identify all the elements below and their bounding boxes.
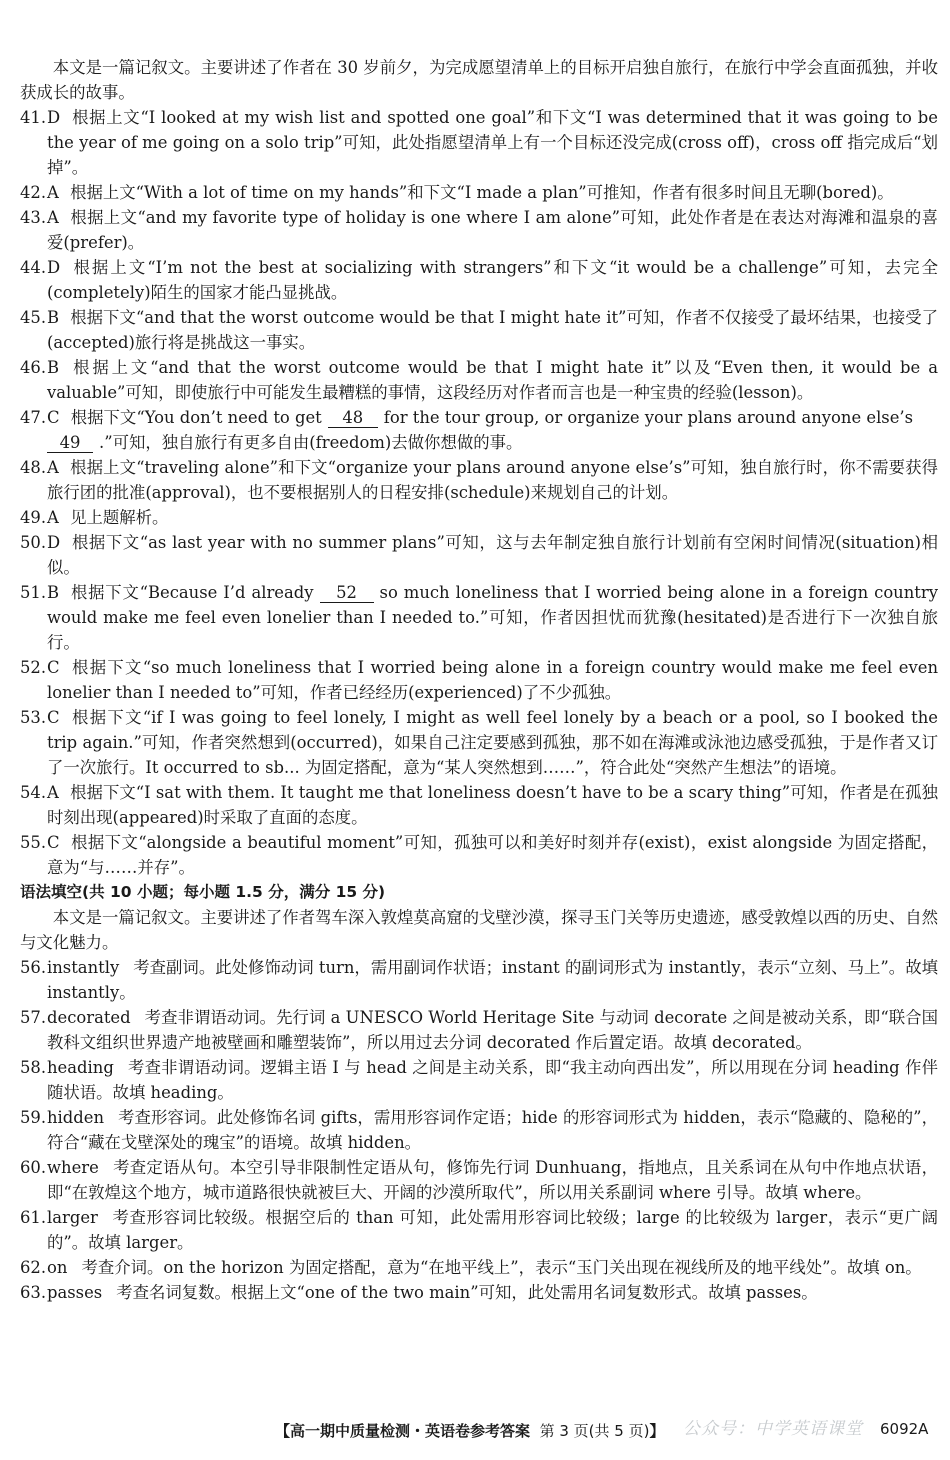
answer-explanation: 根据下文“alongside a beautiful moment”可知，孤独可以和美好时刻并存(exist)，exist alongside 为固定搭配，意为“与……并存”。	[47, 833, 938, 877]
paper-code: 6092A	[880, 1420, 929, 1438]
section-title: 语法填空(共 10 小题；每小题 1.5 分，满分 15 分)	[20, 883, 386, 901]
answer-item	[20, 1280, 938, 1305]
answer-key: passes	[47, 1283, 103, 1302]
answer-key: C	[47, 408, 60, 427]
answer-explanation: 根据下文“and that the worst outcome would be that I might hate it”可知，作者不仅接受了最坏结果，也接受了(accepted)旅行将是挑战这一事实。	[47, 308, 938, 352]
answer-item	[20, 255, 938, 305]
cloze-answer-list	[20, 655, 938, 880]
answer-number: 47.	[20, 408, 47, 427]
answer-key: A	[47, 783, 59, 802]
answer-number: 49.	[20, 508, 47, 527]
answer-number: 57.	[20, 1008, 47, 1027]
answer-number: 45.	[20, 308, 47, 327]
footer-caption	[275, 1420, 664, 1441]
answer-item	[20, 1155, 938, 1205]
passage-summary: 本文是一篇记叙文。主要讲述了作者在 30 岁前夕，为完成愿望清单上的目标开启独自旅行，在旅行中学会直面孤独，并收获成长的故事。	[20, 58, 938, 102]
answer-number: 44.	[20, 258, 47, 277]
answer-number: 41.	[20, 108, 47, 127]
answer-number: 48.	[20, 458, 47, 477]
answer-explanation: 根据下文“I sat with them. It taught me that loneliness doesn’t have to be a scary thing”可知，作者是在孤独时刻出现(appeared)时采取了直面的态度。	[47, 783, 938, 827]
answer-item	[20, 1005, 938, 1055]
footer-bracket-close: 】	[649, 1422, 665, 1440]
answer-explanation: 考查介词。on the horizon 为固定搭配，意为“在地平线上”，表示“玉门关出现在视线所及的地平线处”。故填 on。	[81, 1258, 922, 1277]
answer-item	[20, 455, 938, 505]
cloze-answer-list	[20, 105, 938, 405]
answer-item	[20, 655, 938, 705]
answer-explanation: 见上题解析。	[70, 508, 169, 527]
answer-key: D	[47, 108, 61, 127]
answer-number: 59.	[20, 1108, 47, 1127]
answer-number: 52.	[20, 658, 47, 677]
answer-item	[20, 830, 938, 880]
answer-number: 46.	[20, 358, 47, 377]
answer-explanation: 根据上文“and my favorite type of holiday is one where I am alone”可知，此处作者是在表达对海滩和温泉的喜爱(prefer)。	[47, 208, 939, 252]
answer-number: 61.	[20, 1208, 47, 1227]
answer-key: larger	[47, 1208, 98, 1227]
answer-key: A	[47, 183, 59, 202]
answer-explanation: 考查非谓语动词。先行词 a UNESCO World Heritage Site 与动词 decorate 之间是被动关系，即“联合国教科文组织世界遗产地被壁画和雕塑装饰”，所以用过去分词 decorated 作后置定语。故填 decorated。	[47, 1008, 938, 1052]
passage-summary: 本文是一篇记叙文。主要讲述了作者驾车深入敦煌莫高窟的戈壁沙漠，探寻玉门关等历史遗迹，感受敦煌以西的历史、自然与文化魅力。	[20, 908, 938, 952]
answer-item	[20, 530, 938, 580]
answer-number: 53.	[20, 708, 47, 727]
blank-52: 52	[320, 584, 374, 603]
answer-item	[20, 180, 938, 205]
answer-explanation: 根据下文“so much loneliness that I worried being alone in a foreign country would make me feel even lonelier than I needed to”可知，作者已经经历(experienced)了不少孤独。	[47, 658, 939, 702]
answer-item	[20, 505, 938, 530]
answer-item	[20, 1105, 938, 1155]
answer-explanation: 考查名词复数。根据上文“one of the two main”可知，此处需用名词复数形式。故填 passes。	[116, 1283, 818, 1302]
answer-number: 50.	[20, 533, 47, 552]
answer-item	[20, 780, 938, 830]
answer-number: 42.	[20, 183, 47, 202]
answer-key: hidden	[47, 1108, 105, 1127]
answer-explanation: 考查形容词。此处修饰名词 gifts，需用形容词作定语；hide 的形容词形式为 hidden，表示“隐藏的、隐秘的”，符合“藏在戈壁深处的瑰宝”的语境。故填 hidden。	[47, 1108, 938, 1152]
answer-key: A	[47, 458, 59, 477]
answer-explanation: 根据下文“as last year with no summer plans”可知，这与去年制定独自旅行计划前有空闲时间情况(situation)相似。	[47, 533, 938, 577]
answer-key: B	[47, 358, 60, 377]
answer-number: 63.	[20, 1283, 47, 1302]
answer-number: 54.	[20, 783, 47, 802]
answer-number: 62.	[20, 1258, 47, 1277]
page-footer	[0, 1416, 950, 1446]
answer-explanation: 根据上文“I looked at my wish list and spotted one goal”和下文“I was determined that it was going to be the year of me going on a solo trip”可知，此处指愿望清单上有一个目标还没完成(cross off)，cross off 指完成后“划掉”。	[47, 108, 938, 177]
answer-item	[20, 1205, 938, 1255]
answer-explanation: so much loneliness that I worried being alone in a foreign country would make me feel even lonelier than I needed to.”可知，作者因担忧而犹豫(hesitated)是否进行下一次独自旅行。	[47, 583, 938, 652]
answer-key: where	[47, 1158, 99, 1177]
answer-key: D	[47, 533, 61, 552]
answer-explanation: 根据上文“traveling alone”和下文“organize your plans around anyone else’s”可知，独自旅行时，你不需要获得旅行团的批准(approval)，也不要根据别人的日程安排(schedule)来规划自己的计划。	[47, 458, 938, 502]
grammar-answer-list	[20, 955, 938, 1305]
answer-item	[20, 1255, 938, 1280]
watermark-text: 公众号：中学英语课堂	[683, 1419, 863, 1439]
answer-explanation: 考查定语从句。本空引导非限制性定语从句，修饰先行词 Dunhuang，指地点，且关系词在从句中作地点状语，即“在敦煌这个地方，城市道路很快就被巨大、开阔的沙漠所取代”，所以用关系副词 where 引导。故填 where。	[47, 1158, 938, 1202]
answer-key: A	[47, 508, 59, 527]
answer-key: B	[47, 583, 60, 602]
answer-item	[20, 105, 938, 180]
answer-explanation: 考查形容词比较级。根据空后的 than 可知，此处需用形容词比较级；large 的比较级为 larger，表示“更广阔的”。故填 larger。	[47, 1208, 938, 1252]
answer-item	[20, 305, 938, 355]
answer-explanation: 根据上文“I’m not the best at socializing with strangers”和下文“it would be a challenge”可知，去完全(completely)陌生的国家才能凸显挑战。	[47, 258, 938, 302]
footer-bracket-open: 【	[275, 1422, 291, 1440]
answer-key: decorated	[47, 1008, 131, 1027]
answer-explanation: 根据下文“Because I’d already	[71, 583, 314, 602]
answer-key: C	[47, 658, 60, 677]
answer-key: B	[47, 308, 60, 327]
answer-number: 55.	[20, 833, 47, 852]
answer-item	[20, 955, 938, 1005]
answer-item-47	[20, 405, 938, 455]
answer-key: C	[47, 833, 60, 852]
answer-key: heading	[47, 1058, 114, 1077]
answer-key: on	[47, 1258, 68, 1277]
answer-item	[20, 1055, 938, 1105]
answer-item	[20, 205, 938, 255]
answer-explanation: 根据上文“With a lot of time on my hands”和下文“I made a plan”可推知，作者有很多时间且无聊(bored)。	[70, 183, 894, 202]
answer-number: 60.	[20, 1158, 47, 1177]
answer-item	[20, 705, 938, 780]
answer-key: instantly	[47, 958, 120, 977]
blank-48: 48	[328, 409, 378, 428]
answer-item	[20, 355, 938, 405]
answer-explanation: 考查非谓语动词。逻辑主语 I 与 head 之间是主动关系，即“我主动向西出发”，所以用现在分词 heading 作伴随状语。故填 heading。	[47, 1058, 938, 1102]
answer-explanation: .”可知，独自旅行有更多自由(freedom)去做你想做的事。	[99, 433, 523, 452]
footer-title: 高一期中质量检测・英语卷参考答案	[290, 1422, 531, 1440]
answer-explanation: for the tour group, or organize your plans around anyone else’s	[383, 408, 914, 427]
answer-key: D	[47, 258, 61, 277]
footer-page-number: 第 3 页(共 5 页)	[539, 1422, 650, 1440]
answer-explanation: 考查副词。此处修饰动词 turn，需用副词作状语；instant 的副词形式为 instantly，表示“立刻、马上”。故填 instantly。	[47, 958, 938, 1002]
cloze-answer-list	[20, 455, 938, 580]
answer-number: 56.	[20, 958, 47, 977]
answer-item-51	[20, 580, 938, 655]
answer-number: 58.	[20, 1058, 47, 1077]
answer-page	[20, 55, 938, 1305]
answer-key: C	[47, 708, 60, 727]
answer-explanation: 根据上文“and that the worst outcome would be that I might hate it”以及“Even then, it would be a valuable”可知，即使旅行中可能发生最糟糕的事情，这段经历对作者而言也是一种宝贵的经验(lesson)。	[47, 358, 938, 402]
answer-number: 43.	[20, 208, 47, 227]
answer-explanation: 根据下文“You don’t need to get	[70, 408, 322, 427]
answer-explanation: 根据下文“if I was going to feel lonely, I might as well feel lonely by a beach or a pool, so I booked the trip again.”可知，作者突然想到(occurred)，如果自己注定要感到孤独，那不如在海滩或泳池边感受孤独，于是作者又订了一次旅行。It occurred to sb... 为固定搭配，意为“某人突然想到……”，符合此处“突然产生想法”的语境。	[47, 708, 938, 777]
blank-49: 49	[47, 434, 93, 453]
answer-key: A	[47, 208, 59, 227]
answer-number: 51.	[20, 583, 47, 602]
